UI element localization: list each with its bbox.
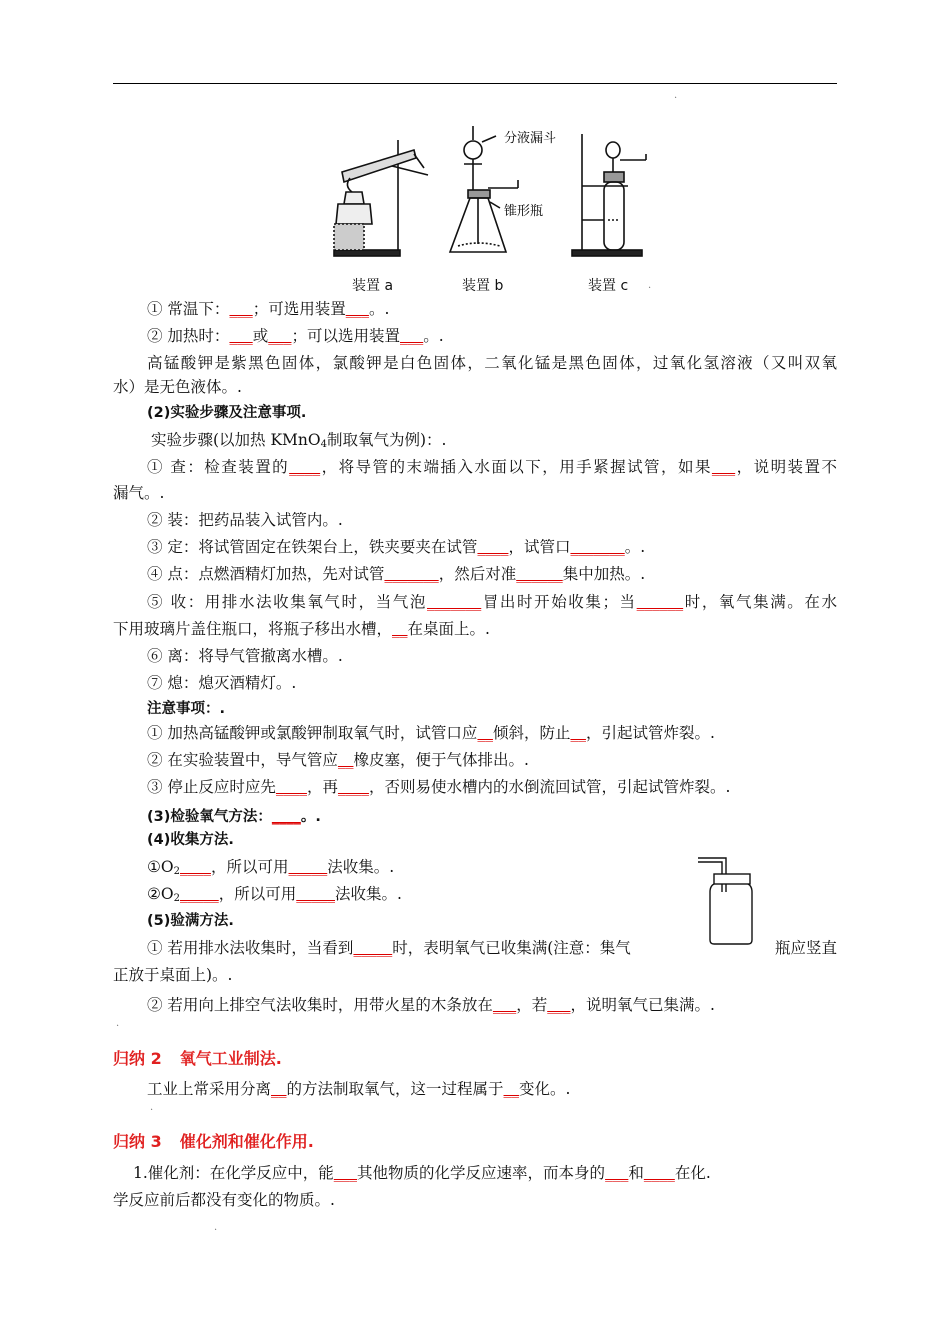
header-rule xyxy=(113,83,837,84)
section-test-heading: (3)检验氧气方法：____。. xyxy=(147,809,321,825)
line-steps-intro: 实验步骤(以加热 KMnO$_4$制取氧气为例)：. xyxy=(151,431,447,450)
section-2-text: 工业上常采用分离__的方法制取氧气，这一过程属于__变化。. xyxy=(147,1080,571,1098)
label-funnel: 分液漏斗 xyxy=(504,131,557,146)
line-full-2: ② 若用向上排空气法收集时，用带火星的木条放在___，若___，说明氧气已集满。. xyxy=(147,996,715,1014)
section-collect-heading: (4)收集方法. xyxy=(147,832,234,848)
caption-b: 装置 b xyxy=(462,278,504,294)
line-step-check: ① 查：检查装置的____，将导管的末端插入水面以下，用手紧握试管，如果___，说明装置不 xyxy=(147,458,837,476)
section-3-text: 1.催化剂：在化学反应中，能___其他物质的化学反应速率，而本身的___和____在化. xyxy=(133,1164,711,1182)
caption-c: 装置 c xyxy=(588,278,629,294)
apparatus-figure xyxy=(328,120,668,298)
section-full-heading: (5)验满方法. xyxy=(147,913,234,929)
line-step-extinguish: ⑦ 熄：熄灭酒精灯。. xyxy=(147,674,297,692)
apparatus-a xyxy=(334,140,428,256)
stray-mark: . xyxy=(674,90,678,101)
line-step-collect: ⑤ 收：用排水法收集氧气时，当气泡_______冒出时开始收集；当______时，氧气集满。在水 xyxy=(147,593,837,611)
line-reagents-1: 高锰酸钾是紫黑色固体，氯酸钾是白色固体，二氧化锰是黑色固体，过氧化氢溶液（又叫双氧 xyxy=(147,354,837,372)
line-step-check-cont: 漏气。. xyxy=(113,484,165,502)
label-flask: 锥形瓶 xyxy=(504,204,544,219)
section-2-heading: 归纳 2 氧气工业制法. xyxy=(113,1049,282,1068)
line-note-1: ① 加热高锰酸钾或氯酸钾制取氧气时，试管口应__倾斜，防止__，引起试管炸裂。. xyxy=(147,724,715,742)
line-note-3: ③ 停止反应时应先____，再____，否则易使水槽内的水倒流回试管，引起试管炸裂。. xyxy=(147,778,731,796)
line-full-1-cont: 正放于桌面上)。. xyxy=(113,966,233,984)
line-step-load: ② 装：把药品装入试管内。. xyxy=(147,511,343,529)
stray-mark: . xyxy=(150,1102,154,1113)
line-heating: ② 加热时：___或___；可以选用装置___。. xyxy=(147,327,444,345)
line-collect-2: $②O_2\_\_\_\_\_$，所以可用_____法收集。. xyxy=(147,885,402,904)
line-reagents-2: 水）是无色液体。. xyxy=(113,378,242,396)
notes-heading: 注意事项：. xyxy=(147,701,226,717)
caption-a: 装置 a xyxy=(352,278,394,294)
section-3-heading: 归纳 3 催化剂和催化作用. xyxy=(113,1132,314,1151)
stray-mark: . xyxy=(116,1018,120,1029)
section-steps-heading: (2)实验步骤及注意事项. xyxy=(147,405,307,421)
line-full-1: ① 若用排水法收集时，当看到_____时，表明氧气已收集满(注意：集气 瓶应竖直 xyxy=(147,939,837,957)
line-step-remove: ⑥ 离：将导气管撤离水槽。. xyxy=(147,647,343,665)
apparatus-c xyxy=(572,134,646,256)
line-room-temp: ① 常温下：___；可选用装置___。. xyxy=(147,300,390,318)
line-note-2: ② 在实验装置中，导气管应__橡皮塞，便于气体排出。. xyxy=(147,751,529,769)
stray-mark: . xyxy=(648,280,652,291)
line-step-fix: ③ 定：将试管固定在铁架台上，铁夹要夹在试管____，试管口_______。. xyxy=(147,538,646,556)
line-step-collect-cont: 下用玻璃片盖住瓶口，将瓶子移出水槽，__在桌面上。. xyxy=(113,620,490,638)
section-3-text-cont: 学反应前后都没有变化的物质。. xyxy=(113,1191,335,1209)
gas-bottle-figure xyxy=(696,852,756,948)
line-collect-1: $①O_2\_\_\_\_$，所以可用_____法收集。. xyxy=(147,858,395,877)
stray-mark: . xyxy=(214,1222,218,1233)
line-step-light: ④ 点：点燃酒精灯加热，先对试管_______，然后对准______集中加热。. xyxy=(147,565,646,583)
